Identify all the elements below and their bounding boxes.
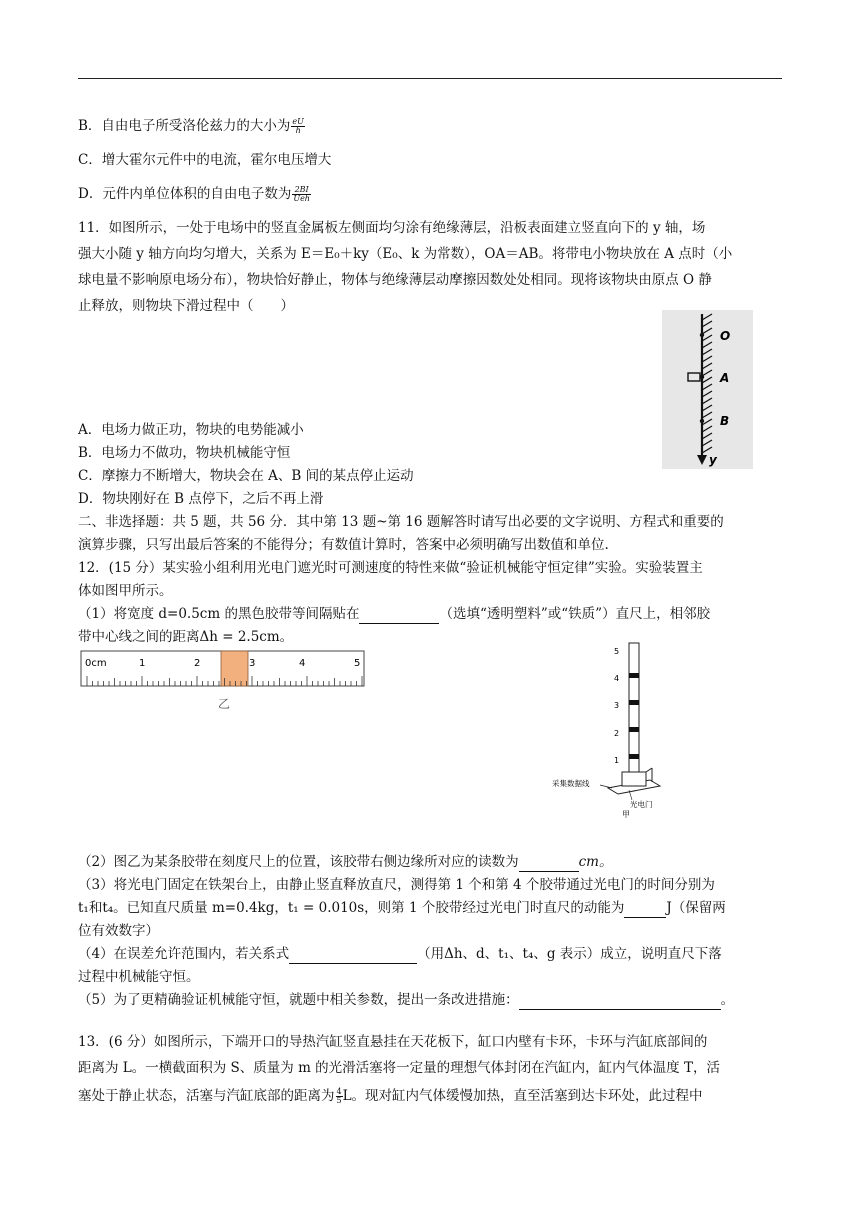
q12-part3-line2: t₁和t₄。已知直尺质量 m=0.4kg，t₁ = 0.010s，则第 1 个胶带经过光电门时直尺的动能为 J（保留两 [78,900,726,916]
q10-option-d-fraction: $\frac{2BI}{\text{Ueh}}$ [293,185,310,203]
q12-apparatus-diagram [550,640,690,820]
q11-plate-diagram [662,310,753,469]
q11-option-c: C．摩擦力不断增大，物块会在 A、B 间的某点停止运动 [78,468,414,484]
q12-part2: （2）图乙为某条胶带在刻度尺上的位置，该胶带右侧边缘所对应的读数为 cm。 [78,854,613,870]
q12-jia-label-cable: 采集数据线 [552,779,590,788]
q10-option-b-fraction: $\frac{eU}{h}$ [292,117,304,135]
q12-stem-line2: 体如图甲所示。 [78,583,173,599]
q12-jia-tick-4: 4 [614,674,620,683]
q12-part4-line2: 过程中机械能守恒。 [78,969,200,985]
q12-part5-blank[interactable] [519,995,721,1010]
q13-fraction: $\frac{4}{5}$ [336,1087,342,1105]
q12-part4-blank[interactable] [289,949,417,964]
q12-part1-blank[interactable] [359,609,439,624]
q11-label-y: y [709,453,717,467]
q12-tape [221,651,248,686]
q11-figure [662,310,753,469]
q12-jia-tick-5: 5 [614,647,620,656]
q12-ruler-tick-4: 4 [299,658,306,669]
q12-ruler-caption: 乙 [218,697,231,710]
q12-part5: （5）为了更精确验证机械能守恒，就题中相关参数，提出一条改进措施： 。 [78,992,735,1008]
q11-block [688,373,700,381]
q12-jia-tick-2: 2 [614,729,620,738]
header-rule [78,78,782,79]
q12-ruler-tick-3: 3 [249,658,256,669]
q12-ruler-figure [80,648,370,710]
q11-option-b: B．电场力不做功，物块机械能守恒 [78,445,291,461]
q10-option-d: D．元件内单位体积的自由电子数为 $\frac{2BI}{\text{Ueh}}$ [78,185,310,203]
q12-stem-line1: 12．(15 分）某实验小组利用光电门遮光时可测速度的特性来做“验证机械能守恒定律”实验。实验装置主 [78,560,703,576]
q12-part3-blank[interactable] [624,903,666,918]
q11-stem-line3: 球电量不影响原电场分布），物块恰好静止，物体与绝缘薄层动摩擦因数处处相同。现将该物块由原点 O 静 [78,272,712,288]
q12-part3-line1: （3）将光电门固定在铁架台上，由静止竖直释放直尺，测得第 1 个和第 4 个胶带通过光电门的时间分别为 [78,877,715,893]
q12-part3-line3: 位有效数字） [78,923,159,939]
q12-apparatus-figure [550,640,690,820]
q12-ruler-tick-0: 0cm [85,658,107,669]
q12-ruler-tick-5: 5 [354,658,361,669]
q11-stem-line4: 止释放，则物块下滑过程中（ ） [78,298,294,314]
q12-jia-tick-1: 1 [614,756,620,765]
q11-stem-line1: 11．如图所示，一处于电场中的竖直金属板左侧面均匀涂有绝缘薄层，沿板表面建立竖直向下的 y 轴，场 [78,220,706,236]
q12-ruler-tick-2: 2 [194,658,201,669]
section2-line1: 二、非选择题：共 5 题，共 56 分．其中第 13 题~第 16 题解答时请写出必要的文字说明、方程式和重要的 [78,514,724,530]
section2-line2: 演算步骤，只写出最后答案的不能得分；有数值计算时，答案中必须明确写出数值和单位. [78,537,609,553]
q11-label-o: O [720,329,731,343]
q12-jia-label-gate: 光电门 [630,800,653,809]
q10-option-b: B．自由电子所受洛伦兹力的大小为 $\frac{eU}{h}$ [78,117,304,135]
q12-ruler-tick-1: 1 [139,658,146,669]
q12-ruler-diagram [80,648,370,710]
q11-option-d: D．物块刚好在 B 点停下，之后不再上滑 [78,491,324,507]
q11-label-a: A [720,371,730,385]
q12-part2-blank[interactable] [519,857,579,872]
q12-jia-tick-3: 3 [614,701,620,710]
q11-stem-line2: 强大小随 y 轴方向均匀增大，关系为 E＝E₀＋ky（E₀、k 为常数），OA＝AB。将带电小物块放在 A 点时（小 [78,246,733,262]
q12-part1-line2: 带中心线之间的距离Δh = 2.5cm。 [78,629,294,645]
q12-part1-line1: （1）将宽度 d=0.5cm 的黑色胶带等间隔贴在 （选填“透明塑料”或“铁质”）直尺上，相邻胶 [78,606,711,622]
q10-option-c: C．增大霍尔元件中的电流，霍尔电压增大 [78,152,332,168]
q13-stem-line2: 距离为 L。一横截面积为 S、质量为 m 的光滑活塞将一定量的理想气体封闭在汽缸内，缸内气体温度 T，活 [78,1060,720,1076]
q11-label-b: B [720,414,730,428]
q13-stem-line3: 塞处于静止状态，活塞与汽缸底部的距离为 $\frac{4}{5}$ L。现对缸内气体缓慢加热，直至活塞到达卡环处，此过程中 [78,1087,703,1105]
q13-stem-line1: 13．(6 分）如图所示，下端开口的导热汽缸竖直悬挂在天花板下，缸口内壁有卡环，卡环与汽缸底部间的 [78,1034,708,1050]
q11-option-a: A．电场力做正功，物块的电势能减小 [78,422,304,438]
q12-jia-caption: 甲 [622,810,630,819]
q12-part4-line1: （4）在误差允许范围内，若关系式 （用Δh、d、t₁、t₄、g 表示）成立，说明直尺下落 [78,946,722,962]
